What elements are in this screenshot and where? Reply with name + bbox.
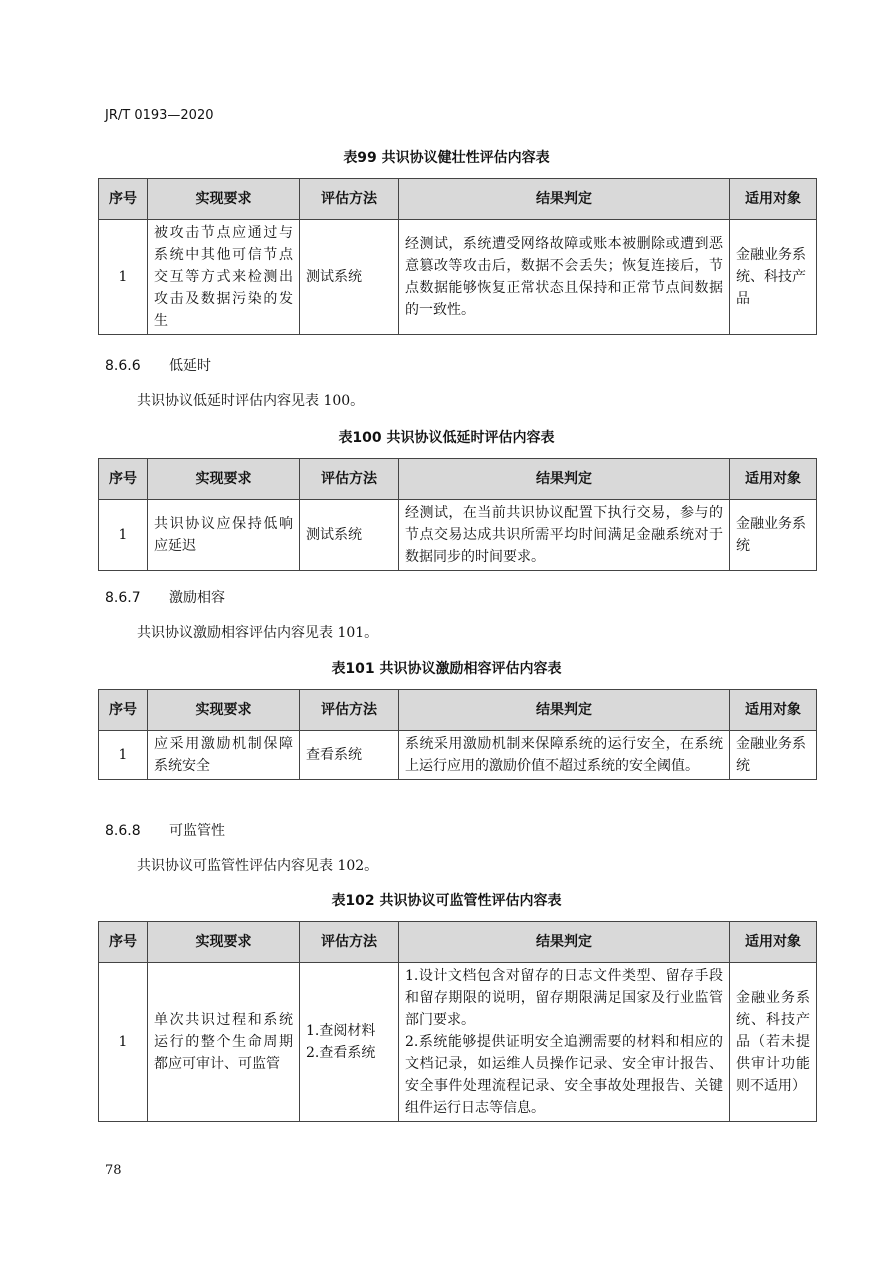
- section-paragraph: 共识协议激励相容评估内容见表 101。: [137, 625, 379, 641]
- cell-no: 1: [99, 220, 148, 335]
- table-header-row: [99, 179, 817, 220]
- col-header-method: 评估方法: [300, 179, 399, 220]
- section-number: 8.6.6: [105, 358, 141, 374]
- col-header-target: 适用对象: [730, 690, 817, 731]
- section-heading-8-6-6: [105, 355, 211, 375]
- cell-method: 测试系统: [300, 500, 399, 571]
- table-header-row: [99, 922, 817, 963]
- table-99: [98, 178, 817, 335]
- col-header-method: 评估方法: [300, 459, 399, 500]
- table-100-caption: 表100 共识协议低延时评估内容表: [338, 430, 555, 446]
- col-header-requirement: 实现要求: [148, 690, 300, 731]
- table-row: [99, 500, 817, 571]
- cell-target: 金融业务系统、科技产品（若未提供审计功能则不适用）: [730, 963, 817, 1122]
- table-99-caption: 表99 共识协议健壮性评估内容表: [343, 150, 550, 166]
- cell-result: 经测试，系统遭受网络故障或账本被删除或遭到恶意篡改等攻击后，数据不会丢失；恢复连接后，节点数据能够恢复正常状态且保持和正常节点间数据的一致性。: [399, 220, 730, 335]
- section-paragraph: 共识协议可监管性评估内容见表 102。: [137, 858, 379, 874]
- table-header-row: [99, 690, 817, 731]
- col-header-no: 序号: [99, 459, 148, 500]
- cell-target: 金融业务系统: [730, 731, 817, 780]
- cell-method: [300, 963, 399, 1122]
- col-header-no: 序号: [99, 922, 148, 963]
- section-heading-8-6-7: [105, 587, 225, 607]
- col-header-result: 结果判定: [399, 179, 730, 220]
- col-header-no: 序号: [99, 690, 148, 731]
- col-header-result: 结果判定: [399, 690, 730, 731]
- section-paragraph: 共识协议低延时评估内容见表 100。: [137, 393, 365, 409]
- cell-result: 经测试，在当前共识协议配置下执行交易，参与的节点交易达成共识所需平均时间满足金融系统对于数据同步的时间要求。: [399, 500, 730, 571]
- section-heading-8-6-8: [105, 820, 225, 840]
- method-line: 1.查阅材料: [306, 1023, 376, 1039]
- cell-requirement: 被攻击节点应通过与系统中其他可信节点交互等方式来检测出攻击及数据污染的发生: [148, 220, 300, 335]
- cell-no: 1: [99, 731, 148, 780]
- cell-result: [399, 963, 730, 1122]
- table-row: [99, 731, 817, 780]
- cell-no: 1: [99, 963, 148, 1122]
- cell-result: 系统采用激励机制来保障系统的运行安全，在系统上运行应用的激励价值不超过系统的安全阈值。: [399, 731, 730, 780]
- page-number: 78: [105, 1163, 122, 1178]
- method-line: 2.查看系统: [306, 1045, 376, 1061]
- table-row: [99, 963, 817, 1122]
- result-item: 1.设计文档包含对留存的日志文件类型、留存手段和留存期限的说明，留存期限满足国家及行业监管部门要求。: [405, 968, 723, 1028]
- col-header-no: 序号: [99, 179, 148, 220]
- section-title: 可监管性: [169, 823, 225, 839]
- col-header-target: 适用对象: [730, 179, 817, 220]
- table-102: [98, 921, 817, 1122]
- section-number: 8.6.7: [105, 590, 141, 606]
- cell-method: 查看系统: [300, 731, 399, 780]
- result-item: 2.系统能够提供证明安全追溯需要的材料和相应的文档记录，如运维人员操作记录、安全审计报告、安全事件处理流程记录、安全事故处理报告、关键组件运行日志等信息。: [405, 1034, 723, 1116]
- col-header-result: 结果判定: [399, 459, 730, 500]
- cell-requirement: 单次共识过程和系统运行的整个生命周期都应可审计、可监管: [148, 963, 300, 1122]
- table-101: [98, 689, 817, 780]
- col-header-method: 评估方法: [300, 690, 399, 731]
- col-header-requirement: 实现要求: [148, 459, 300, 500]
- col-header-requirement: 实现要求: [148, 922, 300, 963]
- col-header-target: 适用对象: [730, 459, 817, 500]
- col-header-requirement: 实现要求: [148, 179, 300, 220]
- section-title: 低延时: [169, 358, 211, 374]
- cell-target: 金融业务系统、科技产品: [730, 220, 817, 335]
- table-100: [98, 458, 817, 571]
- cell-no: 1: [99, 500, 148, 571]
- col-header-target: 适用对象: [730, 922, 817, 963]
- table-102-caption: 表102 共识协议可监管性评估内容表: [331, 893, 562, 909]
- section-number: 8.6.8: [105, 823, 141, 839]
- cell-method: 测试系统: [300, 220, 399, 335]
- col-header-method: 评估方法: [300, 922, 399, 963]
- table-101-caption: 表101 共识协议激励相容评估内容表: [331, 661, 562, 677]
- section-title: 激励相容: [169, 590, 225, 606]
- document-id: JR/T 0193—2020: [105, 108, 214, 123]
- cell-requirement: 应采用激励机制保障系统安全: [148, 731, 300, 780]
- table-row: [99, 220, 817, 335]
- cell-requirement: 共识协议应保持低响应延迟: [148, 500, 300, 571]
- cell-target: 金融业务系统: [730, 500, 817, 571]
- table-header-row: [99, 459, 817, 500]
- col-header-result: 结果判定: [399, 922, 730, 963]
